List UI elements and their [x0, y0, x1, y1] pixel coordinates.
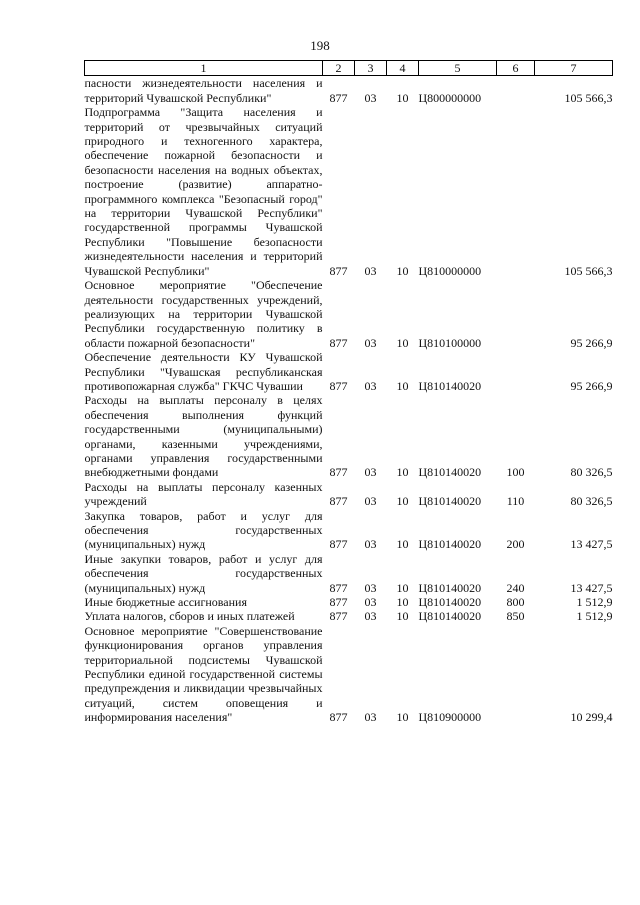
row-target-article: Ц810140020	[418, 609, 482, 624]
row-target-article: Ц810140020	[418, 595, 482, 610]
header-col-6: 6	[497, 61, 535, 76]
table-row	[85, 393, 613, 479]
row-amount: 80 326,5	[570, 465, 613, 480]
row-amount: 95 266,9	[570, 335, 613, 350]
row-amount: 10 299,4	[570, 710, 613, 725]
row-description: Обеспечение деятельности КУ Чувашской Республики "Чувашская республиканская противопожарная служба" ГКЧС Чувашии	[84, 350, 323, 393]
table-row	[85, 278, 613, 350]
row-subsection-code: 10	[396, 537, 409, 552]
row-section-code: 03	[364, 595, 377, 610]
row-ministry-code: 877	[329, 580, 348, 595]
row-target-article: Ц810140020	[418, 465, 482, 480]
table-row	[85, 624, 613, 725]
budget-table	[84, 60, 613, 725]
header-col-5: 5	[419, 61, 497, 76]
row-target-article: Ц810100000	[418, 335, 482, 350]
row-subsection-code: 10	[396, 580, 409, 595]
row-section-code: 03	[364, 90, 377, 105]
row-description: Расходы на выплаты персоналу в целях обеспечения выполнения функций государственными (муниципальными) органами, казенными учреждениями, органами управления государственными внебюджетными фондами	[84, 393, 323, 480]
row-section-code: 03	[364, 263, 377, 278]
row-description: Основное мероприятие "Совершенствование функционирования органов управления территориальной подсистемы Чувашской Республики единой государственной системы предупреждения и ликвидации чрезвычайных ситуаций, систем оповещения и информирования населения"	[84, 623, 323, 725]
header-col-3: 3	[355, 61, 387, 76]
row-subsection-code: 10	[396, 595, 409, 610]
row-section-code: 03	[364, 609, 377, 624]
row-amount: 105 566,3	[564, 263, 613, 278]
page-number: 198	[310, 38, 330, 53]
table-row	[85, 76, 613, 105]
header-col-2: 2	[323, 61, 355, 76]
row-description: Уплата налогов, сборов и иных платежей	[84, 609, 295, 624]
row-amount: 13 427,5	[570, 580, 613, 595]
row-subsection-code: 10	[396, 710, 409, 725]
header-col-4: 4	[387, 61, 419, 76]
row-ministry-code: 877	[329, 378, 348, 393]
row-ministry-code: 877	[329, 710, 348, 725]
table-row	[85, 105, 613, 278]
row-subsection-code: 10	[396, 465, 409, 480]
row-amount: 95 266,9	[570, 378, 613, 393]
row-subsection-code: 10	[396, 378, 409, 393]
row-amount: 80 326,5	[570, 494, 613, 509]
row-expense-type: 110	[506, 494, 525, 509]
row-description: Иные закупки товаров, работ и услуг для обеспечения государственных (муниципальных) нужд	[84, 551, 323, 595]
row-target-article: Ц810140020	[418, 580, 482, 595]
header-col-1: 1	[85, 61, 323, 76]
row-section-code: 03	[364, 580, 377, 595]
row-amount: 1 512,9	[576, 609, 613, 624]
row-ministry-code: 877	[329, 595, 348, 610]
table-row	[85, 595, 613, 609]
row-expense-type	[497, 350, 535, 393]
row-expense-type	[497, 278, 535, 350]
row-description: Закупка товаров, работ и услуг для обеспечения государственных (муниципальных) нужд	[84, 508, 323, 552]
row-ministry-code: 877	[329, 335, 348, 350]
row-expense-type: 200	[506, 537, 525, 552]
row-ministry-code: 877	[329, 90, 348, 105]
row-expense-type: 800	[506, 595, 525, 610]
row-section-code: 03	[364, 378, 377, 393]
row-section-code: 03	[364, 537, 377, 552]
table-row	[85, 350, 613, 393]
row-expense-type	[497, 624, 535, 725]
header-col-7: 7	[535, 61, 613, 76]
row-expense-type: 240	[506, 580, 525, 595]
row-subsection-code: 10	[396, 494, 409, 509]
table-row	[85, 552, 613, 595]
row-target-article: Ц810140020	[418, 378, 482, 393]
row-section-code: 03	[364, 465, 377, 480]
row-description: Расходы на выплаты персоналу казенных учреждений	[84, 479, 323, 509]
row-description: Подпрограмма "Защита населения и территорий от чрезвычайных ситуаций природного и техногенного характера, обеспечение пожарной безопасности и безопасности населения на водных объектах, построение (развитие) аппаратно-программного комплекса "Безопасный город" на территории Чувашской Республики" государственной программы Чувашской Республики "Повышение безопасности жизнедеятельности населения и территорий Чувашской Республики"	[84, 105, 323, 278]
row-subsection-code: 10	[396, 263, 409, 278]
row-section-code: 03	[364, 710, 377, 725]
row-expense-type	[497, 105, 535, 278]
row-section-code: 03	[364, 494, 377, 509]
table-row	[85, 509, 613, 552]
row-expense-type: 100	[506, 465, 525, 480]
row-amount: 1 512,9	[576, 595, 613, 610]
row-target-article: Ц810140020	[418, 494, 482, 509]
row-amount: 105 566,3	[564, 90, 613, 105]
row-ministry-code: 877	[329, 263, 348, 278]
row-subsection-code: 10	[396, 609, 409, 624]
row-ministry-code: 877	[329, 494, 348, 509]
row-target-article: Ц810900000	[418, 710, 482, 725]
row-target-article: Ц810140020	[418, 537, 482, 552]
row-amount: 13 427,5	[570, 537, 613, 552]
row-section-code: 03	[364, 335, 377, 350]
table-row	[85, 609, 613, 623]
row-target-article: Ц800000000	[418, 90, 482, 105]
table-row	[85, 480, 613, 509]
row-description: пасности жизнедеятельности населения и территорий Чувашской Республики"	[84, 76, 323, 105]
table-header-row	[85, 61, 613, 76]
row-description: Основное мероприятие "Обеспечение деятельности государственных учреждений, реализующих на территории Чувашской Республики государственную политику в области пожарной безопасности"	[84, 278, 323, 350]
row-ministry-code: 877	[329, 537, 348, 552]
row-description: Иные бюджетные ассигнования	[84, 595, 247, 610]
row-ministry-code: 877	[329, 465, 348, 480]
row-expense-type: 850	[506, 609, 525, 624]
row-subsection-code: 10	[396, 335, 409, 350]
row-expense-type	[497, 76, 535, 105]
row-target-article: Ц810000000	[418, 263, 482, 278]
row-subsection-code: 10	[396, 90, 409, 105]
row-ministry-code: 877	[329, 609, 348, 624]
